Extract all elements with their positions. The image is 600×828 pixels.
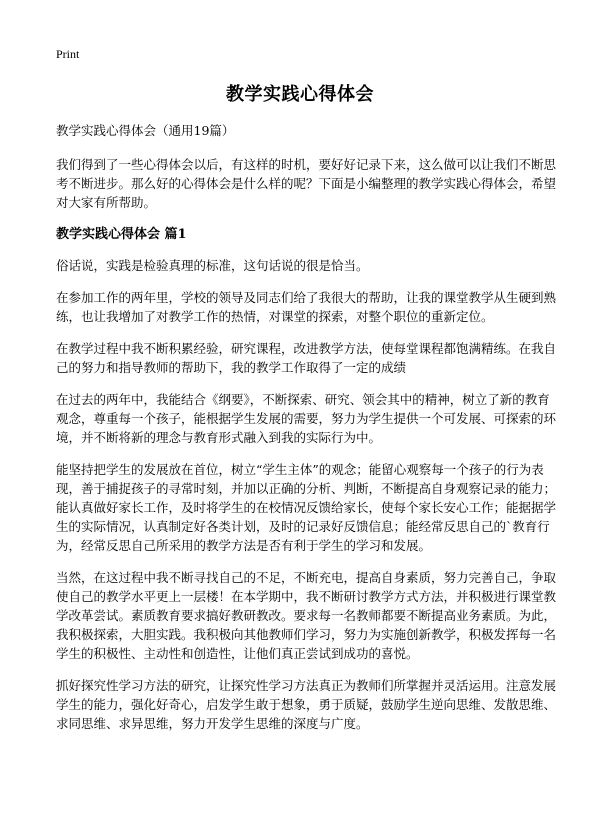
- paragraph-3: 在教学过程中我不断积累经验，研究课程，改进教学方法，使每堂课程都饱满精练。在我自己的努力和指导教师的帮助下，我的教学工作取得了一定的成绩: [56, 341, 557, 375]
- paragraph-2: 在参加工作的两年里，学校的领导及同志们给了我很大的帮助，让我的课堂教学从生硬到熟练，也让我增加了对教学工作的热情，对课堂的探索，对整个职位的重新定位。: [56, 290, 557, 324]
- paragraph-5: 能坚持把学生的发展放在首位，树立“学生主体”的观念；能留心观察每一个孩子的行为表现，善于捕捉孩子的寻常时刻，并加以正确的分析、判断，不断提高自身观察记录的能力；能认真做好家长工作，及时将学生的在校情况反馈给家长，使每个家长安心工作；能据据学生的实际情况，认真制定好各类计划，及时的记录好反馈信息；能经常反思自己的`教育行为，经常反思自己所采用的教学方法是否有利于学生的学习和发展。: [56, 462, 557, 553]
- paragraph-1: 俗话说，实践是检验真理的标准，这句话说的很是恰当。: [56, 258, 369, 273]
- paragraph-7: 抓好探究性学习方法的研究，让探究性学习方法真正为教师们所掌握并灵活运用。注意发展学生的能力，强化好奇心，启发学生敢于想象，勇于质疑，鼓励学生逆向思维、发散思维、求同思维、求异思维，努力开发学生思维的深度与广度。: [56, 678, 557, 731]
- intro-paragraph: 我们得到了一些心得体会以后，有这样的时机，要好好记录下来，这么做可以让我们不断思考不断进步。那么好的心得体会是什么样的呢？下面是小编整理的教学实践心得体会，希望对大家有所帮助。: [56, 157, 557, 210]
- paragraph-4: 在过去的两年中，我能结合《纲要》，不断探索、研究、领会其中的精神，树立了新的教育观念，尊重每一个孩子，能根据学生发展的需要，努力为学生提供一个可发展、可探索的环境，并不断将新的理念与教育形式融入到我的实际行为中。: [56, 392, 557, 445]
- article-subtitle: 教学实践心得体会（通用19篇）: [56, 123, 235, 138]
- article-body: [56, 121, 556, 746]
- paragraph-6: 当然，在这过程中我不断寻找自己的不足，不断充电，提高自身素质，努力完善自己，争取使自己的教学水平更上一层楼！在本学期中，我不断研讨教学方式方法，并积极进行课堂教学改革尝试。素质教育要求搞好教研教改。要求每一名教师都要不断提高业务素质。为此，我积极探索，大胆实践。我积极向其他教师们学习，努力为实施创新教学，积极发挥每一名学生的积极性、主动性和创造性，让他们真正尝试到成功的喜悦。: [56, 570, 557, 661]
- print-link[interactable]: Print: [56, 47, 80, 61]
- section-heading: 教学实践心得体会 篇1: [56, 227, 187, 242]
- page-title: 教学实践心得体会: [226, 84, 374, 105]
